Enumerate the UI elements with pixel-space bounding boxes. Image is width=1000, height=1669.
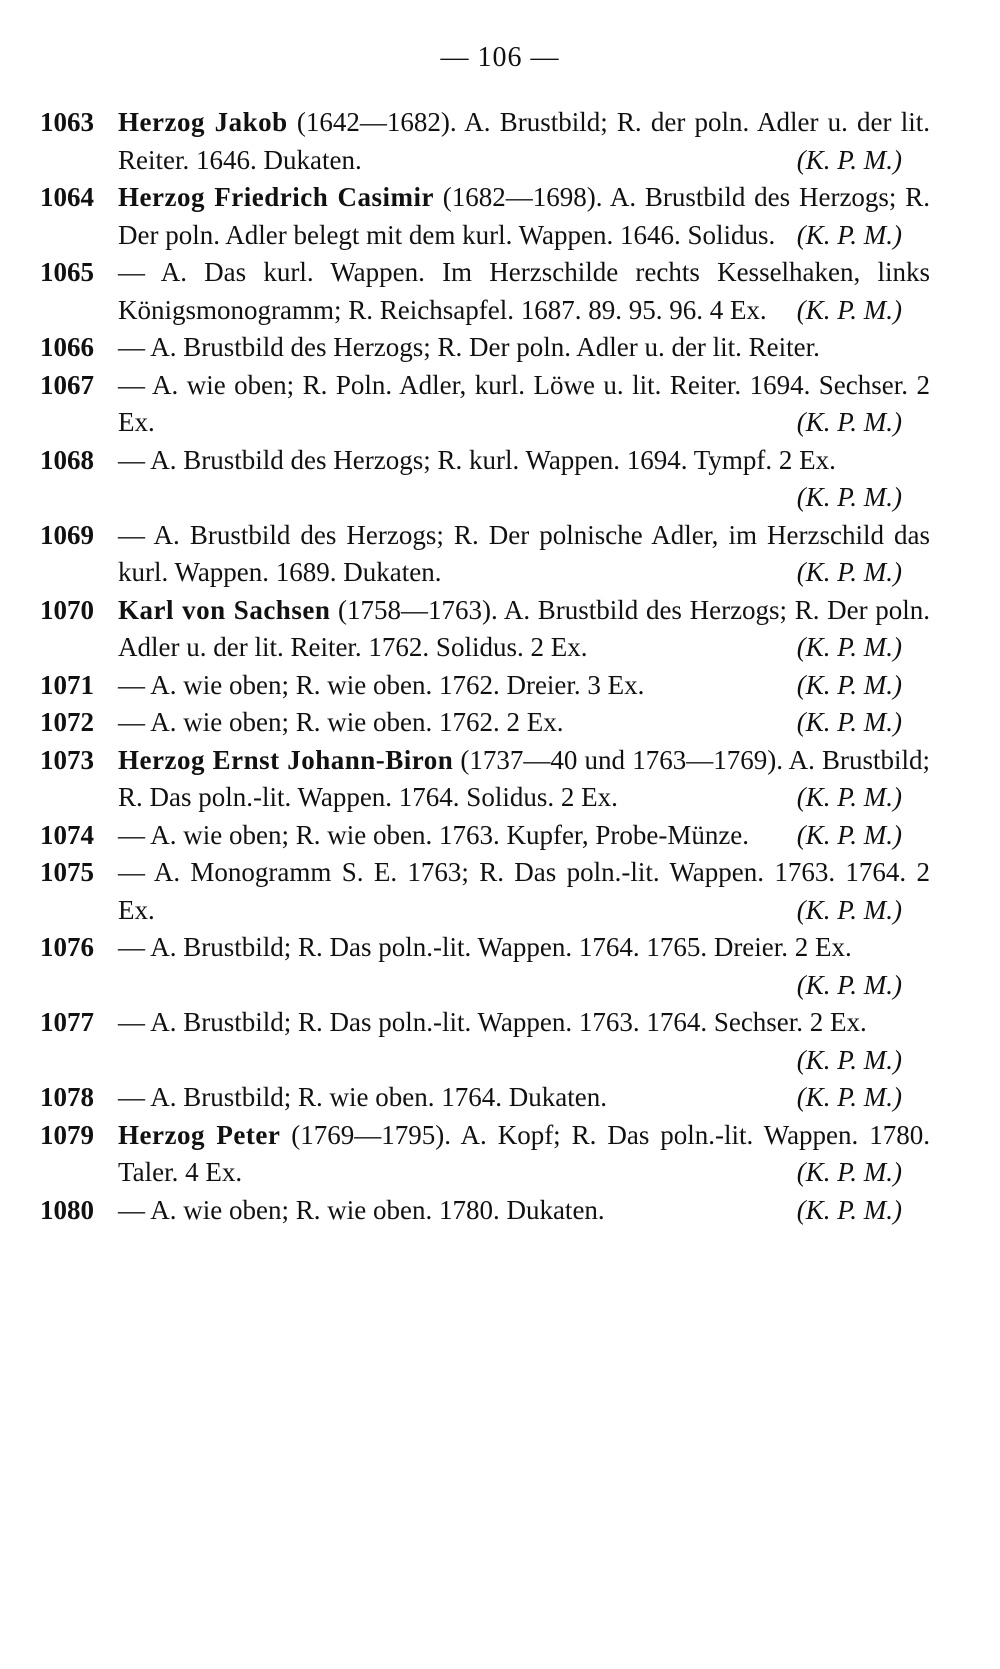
ruler-name: Herzog Jakob — [118, 107, 288, 137]
catalog-entry — [40, 1079, 930, 1117]
entry-description: — A. wie oben; R. wie oben. 1780. Dukaten. — [118, 1194, 605, 1225]
catalog-entry — [40, 1192, 930, 1230]
entry-body — [118, 179, 930, 254]
entry-number: 1066 — [40, 332, 94, 362]
entry-description: (1758—1763). A. Brustbild des Herzogs; R. Der poln. Adler u. der lit. Reiter. 1762. Solidus. 2 Ex. — [118, 594, 931, 662]
entry-list — [40, 104, 930, 1229]
collection-reference: (K. P. M.) — [796, 632, 902, 662]
entry-body — [118, 704, 930, 742]
entry-body — [118, 667, 930, 705]
catalog-entry — [40, 329, 930, 367]
entry-body — [118, 854, 930, 929]
entry-number: 1072 — [40, 707, 94, 737]
entry-description: — A. wie oben; R. Poln. Adler, kurl. Löwe u. lit. Reiter. 1694. Sechser. 2 Ex. — [118, 369, 930, 437]
catalog-entry — [40, 104, 930, 179]
entry-number: 1075 — [40, 857, 94, 887]
entry-body — [118, 367, 930, 442]
entry-description: (1737—40 und 1763—1769). A. Brustbild; R. Das poln.-lit. Wappen. 1764. Solidus. 2 Ex. — [118, 744, 930, 812]
entry-description: — A. wie oben; R. wie oben. 1762. Dreier. 3 Ex. — [118, 669, 645, 700]
entry-description: — A. Brustbild des Herzogs; R. kurl. Wappen. 1694. Tympf. 2 Ex. — [118, 444, 836, 475]
catalog-entry — [40, 517, 930, 592]
entry-description: — A. Brustbild des Herzogs; R. Der poln. Adler u. der lit. Reiter. — [118, 332, 820, 362]
entry-body — [118, 517, 930, 592]
entry-number: 1068 — [40, 444, 94, 475]
catalog-entry — [40, 592, 930, 667]
collection-reference: (K. P. M.) — [796, 407, 902, 437]
collection-reference: (K. P. M.) — [796, 482, 902, 512]
entry-body — [118, 1004, 930, 1075]
entry-number: 1064 — [40, 182, 94, 212]
catalog-entry — [40, 704, 930, 742]
catalog-entry — [40, 442, 930, 517]
catalog-entry — [40, 367, 930, 442]
entry-description: (1769—1795). A. Kopf; R. Das poln.-lit. Wappen. 1780. Taler. 4 Ex. — [118, 1119, 930, 1187]
entry-number: 1080 — [40, 1194, 94, 1225]
catalog-entry — [40, 854, 930, 929]
entry-description: — A. wie oben; R. wie oben. 1762. 2 Ex. — [118, 707, 564, 737]
ruler-name: Herzog Friedrich Casimir — [118, 182, 434, 212]
collection-reference: (K. P. M.) — [796, 1194, 902, 1225]
collection-reference: (K. P. M.) — [796, 969, 902, 1000]
entry-body — [118, 254, 930, 329]
catalog-entry — [40, 667, 930, 705]
entry-body — [118, 1192, 930, 1230]
catalog-entry — [40, 179, 930, 254]
entry-body — [118, 1117, 930, 1192]
entry-description: (1642—1682). A. Brustbild; R. der poln. Adler u. der lit. Reiter. 1646. Dukaten. — [118, 107, 930, 175]
entry-description: — A. Brustbild; R. Das poln.-lit. Wappen. 1764. 1765. Dreier. 2 Ex. — [118, 932, 852, 962]
collection-reference: (K. P. M.) — [796, 782, 902, 812]
entry-number: 1077 — [40, 1007, 94, 1037]
entry-body — [118, 329, 930, 367]
entry-body — [118, 742, 930, 817]
entry-description: — A. Monogramm S. E. 1763; R. Das poln.-lit. Wappen. 1763. 1764. 2 Ex. — [118, 857, 930, 925]
catalog-entry — [40, 1117, 930, 1192]
entry-body — [118, 1079, 930, 1117]
collection-reference: (K. P. M.) — [796, 294, 902, 325]
collection-reference: (K. P. M.) — [796, 557, 902, 587]
catalog-entry — [40, 254, 930, 329]
ruler-name: Herzog Peter — [118, 1119, 281, 1150]
entry-number: 1063 — [40, 107, 94, 137]
catalog-entry — [40, 929, 930, 1004]
catalog-entry — [40, 742, 930, 817]
catalog-entry — [40, 1004, 930, 1079]
entry-number: 1065 — [40, 257, 94, 287]
entry-description: — A. Brustbild des Herzogs; R. Der polnische Adler, im Herzschild das kurl. Wappen. 1689. Dukaten. — [118, 519, 930, 587]
collection-reference: (K. P. M.) — [796, 1044, 902, 1075]
collection-reference: (K. P. M.) — [796, 707, 902, 737]
entry-description: (1682—1698). A. Brustbild des Herzogs; R. Der poln. Adler belegt mit dem kurl. Wappen. 1646. Solidus. — [118, 182, 930, 250]
entry-description: — A. Das kurl. Wappen. Im Herzschilde rechts Kesselhaken, links Königsmonogramm; R. Reichsapfel. 1687. 89. 95. 96. 4 Ex. — [118, 257, 930, 325]
entry-body — [118, 817, 930, 855]
catalog-entry — [40, 817, 930, 855]
ruler-name: Herzog Ernst Johann-Biron — [118, 744, 454, 775]
collection-reference: (K. P. M.) — [796, 894, 902, 925]
page-number: — 106 — — [440, 42, 560, 73]
entry-description: — A. Brustbild; R. wie oben. 1764. Dukaten. — [118, 1082, 607, 1112]
entry-number: 1070 — [40, 594, 94, 625]
collection-reference: (K. P. M.) — [796, 819, 902, 850]
collection-reference: (K. P. M.) — [796, 1082, 902, 1112]
entry-body — [118, 442, 930, 512]
entry-body — [118, 104, 930, 179]
collection-reference: (K. P. M.) — [796, 144, 902, 175]
entry-description: — A. Brustbild; R. Das poln.-lit. Wappen. 1763. 1764. Sechser. 2 Ex. — [118, 1007, 867, 1037]
collection-reference: (K. P. M.) — [796, 219, 902, 250]
entry-number: 1079 — [40, 1119, 94, 1150]
entry-body — [118, 592, 930, 667]
entry-number: 1073 — [40, 744, 94, 775]
entry-number: 1067 — [40, 369, 94, 400]
collection-reference: (K. P. M.) — [796, 669, 902, 700]
ruler-name: Karl von Sachsen — [118, 594, 331, 625]
collection-reference: (K. P. M.) — [796, 1157, 902, 1187]
entry-number: 1071 — [40, 669, 94, 700]
entry-description: — A. wie oben; R. wie oben. 1763. Kupfer, Probe-Münze. — [118, 819, 750, 850]
entry-body — [118, 929, 930, 1000]
entry-number: 1076 — [40, 932, 94, 962]
entry-number: 1078 — [40, 1082, 94, 1112]
entry-number: 1074 — [40, 819, 94, 850]
entry-number: 1069 — [40, 519, 94, 550]
